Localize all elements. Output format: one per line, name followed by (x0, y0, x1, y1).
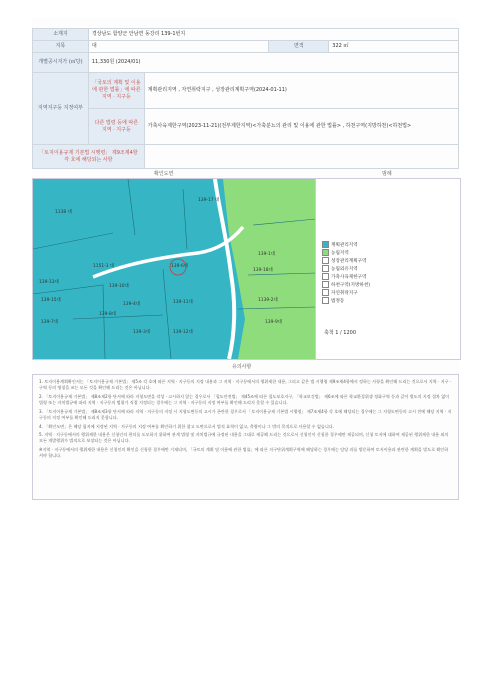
jimok-value: 대 (88, 41, 269, 53)
price-value: 11,330원 (2024/01) (88, 53, 458, 73)
legend-swatch (322, 281, 329, 288)
parcel-label: 139-12대 (173, 330, 193, 335)
legend-item: 성장관리계획구역 (322, 257, 367, 264)
parcel-label: 139-10대 (109, 284, 129, 289)
legend-item: 계획관리지역 (322, 241, 358, 248)
parcel-label: 1151-1 대 (93, 264, 115, 269)
road-line (93, 227, 243, 277)
parcel-label: 139-9대 (265, 320, 282, 325)
notes-section (32, 374, 459, 500)
legend-item: 법정동 (322, 297, 344, 304)
legend-swatch (322, 249, 329, 256)
note-item: 1. 토지이용계획확인서는 「토지이용규제 기본법」 제5조 각 호에 따른 지역 · 지구등의 지정 내용과 그 지역 · 지구등에서의 행위제한 내용, 그리고 같은 법 시행령 제9조제4항에서 정하는 사항을 확인해 드리는 것으로서 지역 · 지구 · 구역 등의 명칭을 쓰는 모든 것을 확인해 드리는 것은 아닙니다. (39, 379, 452, 390)
parcel-label: 139-1대 (258, 252, 275, 257)
parcel-label: 139-18대 (253, 268, 273, 273)
law2-label: 다른 법령 등에 따른 지역 · 지구등 (88, 109, 144, 145)
legend-item: 가축사육제한구역 (322, 273, 367, 280)
parcel-label: 139-7대 (41, 320, 58, 325)
note-item: 3. 「토지이용규제 기본법」 제8조제3항 단서에 따라 지역 · 지구등의 지정 시 지형도면등의 고시가 곤란한 경우로서 「토지이용규제 기본법 시행령」 제7조제4항 각 호에 해당되는 경우에는 그 지형도면등의 고시 전에 해당 지역 · 지구등의 지정 여부를 확인해 드리지 못합니다. (39, 408, 452, 420)
legend-title: 범례 (382, 171, 392, 177)
note-item: ※지역 · 지구등에서의 행위제한 내용은 신청인의 확인을 신청한 경우에만 기재되며, 「국토의 계획 및 이용에 관한 법률」에 따른 지구단위계획구역에 해당하는 경우에는 담당 과를 방문하여 토지이용과 관련한 계획을 별도로 확인하셔야 합니다. (39, 447, 449, 459)
parcel-label: 139-8대 (99, 312, 116, 317)
map-legend (315, 178, 461, 360)
notes-title: 유의사항 (232, 364, 252, 370)
parcel-label: 139-6대 (171, 264, 188, 269)
land-info-table (32, 28, 459, 169)
document-sheet (32, 18, 459, 500)
map-title: 확인도면 (154, 171, 174, 177)
legend-item: 자연취락지구 (322, 289, 358, 296)
area-value: 322 ㎡ (329, 41, 459, 53)
price-label: 개별공시지가 (㎡당) (33, 53, 89, 73)
parcel-label: 139-3대 (133, 330, 150, 335)
legend-item: 농림외유지역 (322, 265, 358, 272)
law2-value: 가축사육제한구역(2023-11-21)(전부제한지역)<가축분뇨의 관리 및 이용에 관한 법률> , 하천구역(지방하천)<하천법> (144, 109, 458, 145)
note-item: 5. 지역 · 지구등에서의 행위제한 내용은 신청인의 편의를 도모하기 위하여 관계 법령 및 자치법규에 규정된 내용을 그대로 제공해 드리는 것으로서 신청인이 신청한 경우에만 제공되며, 신청 토지에 대하여 제공된 행위제한 내용 외의 모든 개발행위가 법적으로 보장되는 것은 아닙니다. (39, 432, 449, 444)
note-item: 4. 「확인도면」은 해당 필지에 지정된 지역 · 지구등의 지정 여부를 확인하기 위한 참고 도면으로서 법적 효력이 없고, 측량이나 그 밖의 목적으로 사용할 수 없습니다. (39, 423, 335, 429)
legend-swatch (322, 273, 329, 280)
legend-item: 농림지역 (322, 249, 349, 256)
law1-label: 「국토의 계획 및 이용에 관한 법률」에 따른 지역 · 지구등 (88, 73, 144, 109)
area-label: 면적 (269, 41, 329, 53)
zoning-row-label: 지역지구등 지정여부 (33, 73, 89, 145)
location-label: 소재지 (33, 29, 89, 41)
law3-value (144, 145, 458, 169)
legend-swatch (322, 257, 329, 264)
parcel-label: 139-4대 (123, 302, 140, 307)
parcel-label: 139-11대 (173, 300, 193, 305)
parcel-label: 139-13대 (39, 280, 59, 285)
location-value: 경상남도 함양군 안남면 동강리 139-1번지 (88, 29, 458, 41)
parcel-label: 139-17 대 (198, 198, 220, 203)
law1-value: 계획관리지역 , 자연취락지구 , 성장관리계획구역(2024-01-11) (144, 73, 458, 109)
legend-swatch (322, 289, 329, 296)
legend-swatch (322, 241, 329, 248)
legend-swatch (322, 265, 329, 272)
note-item: 2. 「토지이용규제 기본법」 제8조제2항 단서에 따라 지형도면을 작성 · 고시하지 않는 경우로서 「철도안전법」 제45조에 따른 철도보호지구, 「학교보건법」 제6조에 따른 학교환경위생 정화구역 등과 같이 별도의 지정 절차 없이 법령 또는 자치법규에 따라 지역 · 지구등의 범위가 직접 지정되는 경우에는 그 지역 · 지구등의 지정 여부를 확인해 드리지 못할 수 있습니다. (39, 393, 450, 405)
parcel-label: 1138 대 (55, 210, 72, 215)
parcel-label: 1139-2대 (258, 298, 278, 303)
map-scale: 축척 1 / 1200 (324, 330, 357, 336)
law3-label: 「토지이용규제 기본법 시행령」 제9조제4항 각 호에 해당되는 사항 (33, 145, 145, 169)
parcel-label: 139-15대 (41, 298, 61, 303)
jimok-label: 지목 (33, 41, 89, 53)
legend-swatch (322, 297, 329, 304)
legend-item: 하천구역(지방하천) (322, 281, 370, 288)
confirmation-map (32, 178, 317, 360)
